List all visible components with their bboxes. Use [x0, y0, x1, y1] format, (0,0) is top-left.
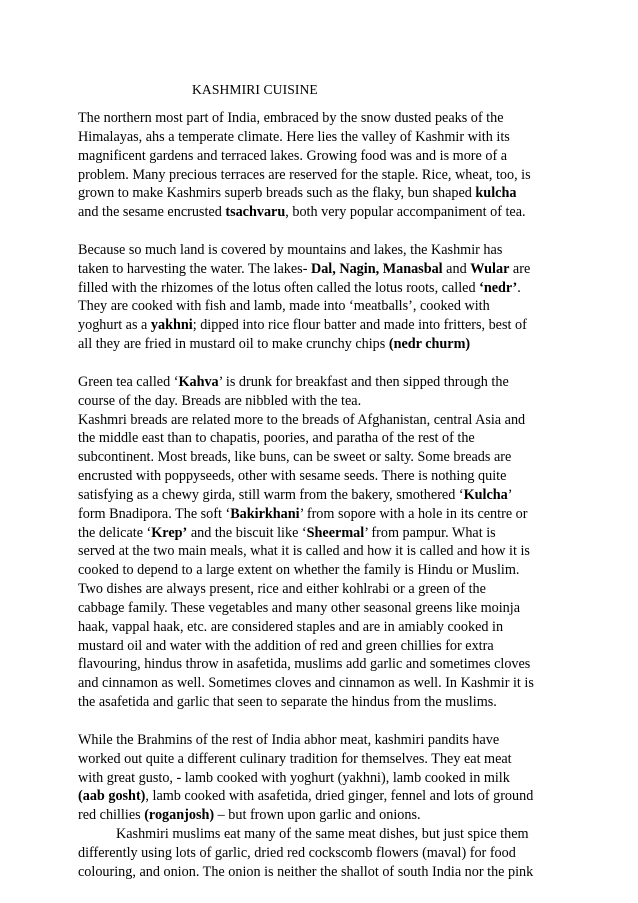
text-run: While the Brahmins of the rest of India abhor meat, kashmiri pandits have	[78, 731, 500, 748]
text-run: filled with the rhizomes of the lotus often called the lotus roots, called	[78, 279, 480, 296]
bold-term: kulcha	[475, 185, 517, 202]
text-line	[78, 863, 560, 882]
text-run: Because so much land is covered by mountains and lakes, the Kashmir has	[78, 241, 503, 258]
text-run: red chillies	[78, 807, 145, 824]
text-line	[78, 373, 560, 392]
text-run: course of the day. Breads are nibbled with the tea.	[78, 392, 362, 409]
text-line	[78, 316, 560, 335]
text-line	[78, 750, 560, 769]
text-run: ’ from pampur. What is	[364, 524, 496, 541]
text-line	[78, 260, 560, 279]
text-run: problem. Many precious terraces are reserved for the staple. Rice, wheat, too, is	[78, 166, 531, 183]
text-line	[78, 769, 560, 788]
text-run: worked out quite a different culinary tradition for themselves. They eat meat	[78, 750, 512, 767]
text-run: flavouring, hindus throw in asafetida, muslims add garlic and sometimes cloves	[78, 656, 531, 673]
bold-term: yakhni	[150, 317, 193, 334]
text-line	[78, 147, 560, 166]
text-line	[78, 128, 560, 147]
text-run: and cinnamon as well. Sometimes cloves and cinnamon as well. In Kashmir it is	[78, 675, 534, 692]
text-line	[78, 486, 560, 505]
bold-term: (aab gosht)	[78, 788, 146, 805]
text-line	[78, 279, 560, 298]
text-line	[78, 542, 560, 561]
text-line	[78, 166, 560, 185]
text-run: The northern most part of India, embraced by the snow dusted peaks of the	[78, 110, 504, 126]
text-line	[78, 524, 560, 543]
text-run: are	[509, 260, 531, 277]
text-run: .	[517, 279, 521, 296]
text-run: all they are fried in mustard oil to make crunchy chips	[78, 336, 389, 353]
text-run: , both very popular accompaniment of tea.	[285, 204, 526, 221]
paragraph-gap	[78, 354, 560, 373]
text-run: – but frown upon garlic and onions.	[214, 807, 421, 824]
text-run: ; dipped into rice flour batter and made into fritters, best of	[192, 317, 527, 334]
text-run: the middle east than to chapatis, poories, and paratha of the rest of the	[78, 430, 475, 447]
text-run: and	[442, 260, 471, 277]
text-line	[78, 655, 560, 674]
text-run: served at the two main meals, what it is called and how it is called and how it is	[78, 543, 530, 560]
paragraph	[78, 241, 560, 354]
text-run: ’ is drunk for breakfast and then sipped through the	[218, 373, 509, 390]
text-run: and the biscuit like ‘	[187, 524, 307, 541]
text-run: They are cooked with fish and lamb, made into ‘meatballs’, cooked with	[78, 298, 490, 315]
text-run: form Bnadipora. The soft ‘	[78, 505, 231, 522]
page-title: KASHMIRI CUISINE	[192, 82, 318, 97]
bold-term: Dal, Nagin, Manasbal	[310, 260, 443, 277]
text-line	[78, 297, 560, 316]
text-line	[78, 241, 560, 260]
text-run: magnificent gardens and terraced lakes. Growing food was and is more of a	[78, 147, 508, 164]
text-line	[78, 618, 560, 637]
bold-term: tsachvaru	[225, 204, 286, 221]
text-line	[78, 109, 560, 128]
text-run: taken to harvesting the water. The lakes-	[78, 260, 311, 277]
bold-term: (roganjosh)	[144, 807, 215, 824]
bold-term: Sheermal	[306, 524, 365, 541]
paragraph-gap	[78, 222, 560, 241]
text-run: mustard oil and water with the addition of red and green chillies for extra	[78, 637, 494, 654]
text-run: Two dishes are always present, rice and either kohlrabi or a green of the	[78, 581, 486, 598]
text-line	[78, 825, 560, 844]
text-line	[78, 674, 560, 693]
text-line	[78, 429, 560, 448]
text-run: Green tea called ‘	[78, 373, 179, 390]
text-run: and the sesame encrusted	[78, 204, 226, 221]
paragraph	[78, 109, 560, 222]
text-run: subcontinent. Most breads, like buns, can be sweet or salty. Some breads are	[78, 449, 512, 466]
bold-term: ‘nedr’	[479, 279, 518, 296]
text-line	[78, 731, 560, 750]
text-line	[78, 637, 560, 656]
text-line	[78, 580, 560, 599]
bold-term: (nedr churm)	[388, 336, 471, 353]
text-run: , lamb cooked with asafetida, dried ginger, fennel and lots of ground	[145, 788, 534, 805]
text-line	[78, 392, 560, 411]
text-line	[78, 448, 560, 467]
text-line	[78, 505, 560, 524]
text-line	[78, 844, 560, 863]
text-run: differently using lots of garlic, dried red cockscomb flowers (maval) for food	[78, 844, 516, 861]
text-line	[78, 561, 560, 580]
text-run: the asafetida and garlic that seen to separate the hindus from the muslims.	[78, 694, 497, 711]
text-run: grown to make Kashmirs superb breads such as the flaky, bun shaped	[78, 185, 476, 202]
text-line	[78, 203, 560, 222]
text-run: encrusted with poppyseeds, other with sesame seeds. There is nothing quite	[78, 468, 507, 485]
text-run: with great gusto, - lamb cooked with yoghurt (yakhni), lamb cooked in milk	[78, 769, 510, 786]
text-run: ’ from sopore with a hole in its centre or	[299, 505, 528, 522]
text-line	[78, 411, 560, 430]
text-run: satisfying as a chewy girda, still warm from the bakery, smothered ‘	[78, 486, 464, 503]
text-run: Himalayas, ahs a temperate climate. Here lies the valley of Kashmir with its	[78, 128, 510, 145]
text-line	[78, 335, 560, 354]
paragraph	[78, 373, 560, 712]
bold-term: Kahva	[178, 373, 219, 390]
paragraph	[78, 731, 560, 882]
text-run: the delicate ‘	[78, 524, 152, 541]
bold-term: Kulcha	[463, 486, 508, 503]
text-run: cooked to depend to a large extent on whether the family is Hindu or Muslim.	[78, 562, 520, 579]
text-line	[78, 467, 560, 486]
text-line	[78, 806, 560, 825]
text-line	[78, 787, 560, 806]
text-line	[78, 693, 560, 712]
text-run: yoghurt as a	[78, 317, 151, 334]
document-body	[78, 109, 560, 882]
text-run: ’	[507, 486, 513, 503]
text-run: colouring, and onion. The onion is neither the shallot of south India nor the pink	[78, 863, 534, 880]
text-run: cabbage family. These vegetables and many other seasonal greens like moinja	[78, 599, 521, 616]
text-run: haak, vappal haak, etc. are considered staples and are in amiably cooked in	[78, 618, 504, 635]
text-run: Kashmiri muslims eat many of the same meat dishes, but just spice them	[116, 826, 529, 843]
text-line	[78, 599, 560, 618]
paragraph-gap	[78, 712, 560, 731]
text-line	[78, 184, 560, 203]
bold-term: Wular	[470, 260, 510, 277]
bold-term: Krep’	[151, 524, 188, 541]
bold-term: Bakirkhani	[230, 505, 300, 522]
text-run: Kashmri breads are related more to the breads of Afghanistan, central Asia and	[78, 411, 526, 428]
